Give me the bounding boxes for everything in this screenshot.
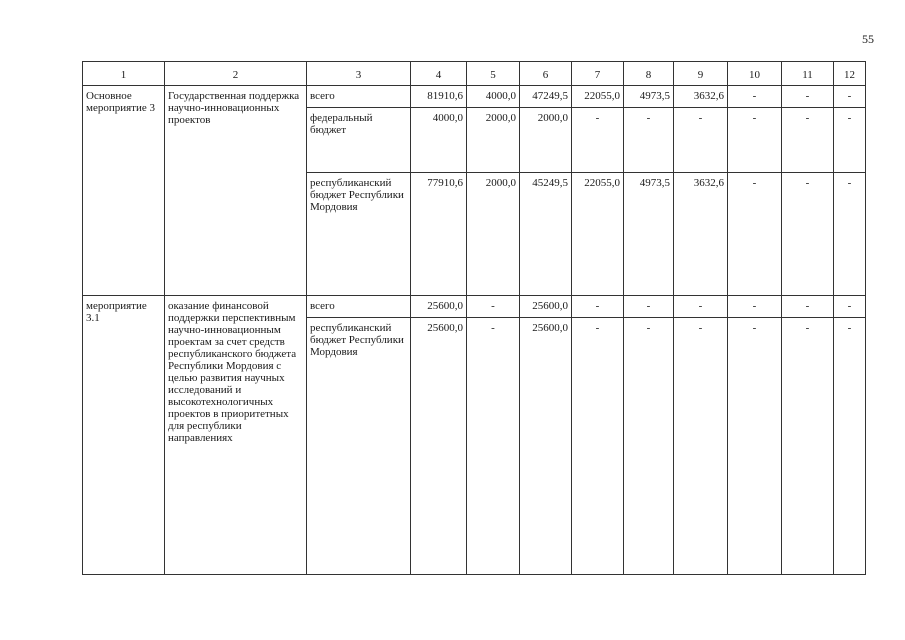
value-cell: 4973,5 <box>624 173 674 296</box>
value-cell: 25600,0 <box>411 318 467 575</box>
funding-source-cell: федеральный бюджет <box>307 108 411 173</box>
value-cell: - <box>674 318 728 575</box>
funding-source-cell: всего <box>307 296 411 318</box>
value-cell: - <box>674 108 728 173</box>
value-cell: - <box>572 296 624 318</box>
value-cell: - <box>728 318 782 575</box>
value-cell: - <box>728 296 782 318</box>
event-cell: Основное мероприятие 3 <box>83 86 165 296</box>
value-cell: 81910,6 <box>411 86 467 108</box>
value-cell: - <box>572 108 624 173</box>
value-cell: - <box>728 173 782 296</box>
event-cell: мероприятие 3.1 <box>83 296 165 575</box>
value-cell: 4000,0 <box>411 108 467 173</box>
value-cell: - <box>834 296 866 318</box>
value-cell: - <box>624 318 674 575</box>
value-cell: - <box>624 108 674 173</box>
value-cell: - <box>467 296 520 318</box>
value-cell: - <box>834 173 866 296</box>
value-cell: 25600,0 <box>411 296 467 318</box>
column-header: 4 <box>411 62 467 86</box>
column-header: 6 <box>520 62 572 86</box>
value-cell: - <box>782 296 834 318</box>
table-header-row <box>83 62 866 86</box>
value-cell: - <box>728 86 782 108</box>
value-cell: 2000,0 <box>467 173 520 296</box>
value-cell: 25600,0 <box>520 318 572 575</box>
value-cell: 4973,5 <box>624 86 674 108</box>
value-cell: 3632,6 <box>674 173 728 296</box>
column-header: 10 <box>728 62 782 86</box>
value-cell: 2000,0 <box>467 108 520 173</box>
column-header: 12 <box>834 62 866 86</box>
funding-source-cell: республиканский бюджет Республики Мордовия <box>307 318 411 575</box>
value-cell: - <box>782 318 834 575</box>
column-header: 3 <box>307 62 411 86</box>
value-cell: 22055,0 <box>572 86 624 108</box>
budget-table <box>82 61 866 575</box>
page-number: 55 <box>862 32 874 46</box>
column-header: 8 <box>624 62 674 86</box>
value-cell: - <box>467 318 520 575</box>
value-cell: 25600,0 <box>520 296 572 318</box>
value-cell: 4000,0 <box>467 86 520 108</box>
value-cell: 45249,5 <box>520 173 572 296</box>
value-cell: - <box>728 108 782 173</box>
value-cell: - <box>624 296 674 318</box>
value-cell: - <box>834 108 866 173</box>
column-header: 11 <box>782 62 834 86</box>
column-header: 1 <box>83 62 165 86</box>
table-row <box>83 86 866 108</box>
description-cell: Государственная поддержка научно-инновационных проектов <box>165 86 307 296</box>
value-cell: 47249,5 <box>520 86 572 108</box>
value-cell: - <box>834 318 866 575</box>
description-cell: оказание финансовой поддержки перспективным научно-инновационным проектам за счет средств республиканского бюджета Республики Мордовия с целью развития научных исследований и высокотехнологичных проектов в приоритетных для республики направлениях <box>165 296 307 575</box>
value-cell: - <box>834 86 866 108</box>
value-cell: 2000,0 <box>520 108 572 173</box>
value-cell: - <box>782 86 834 108</box>
column-header: 9 <box>674 62 728 86</box>
column-header: 7 <box>572 62 624 86</box>
value-cell: - <box>782 173 834 296</box>
table-row <box>83 296 866 318</box>
value-cell: 3632,6 <box>674 86 728 108</box>
column-header: 5 <box>467 62 520 86</box>
column-header: 2 <box>165 62 307 86</box>
funding-source-cell: республиканский бюджет Республики Мордовия <box>307 173 411 296</box>
value-cell: - <box>674 296 728 318</box>
value-cell: - <box>782 108 834 173</box>
value-cell: 22055,0 <box>572 173 624 296</box>
value-cell: - <box>572 318 624 575</box>
funding-source-cell: всего <box>307 86 411 108</box>
value-cell: 77910,6 <box>411 173 467 296</box>
